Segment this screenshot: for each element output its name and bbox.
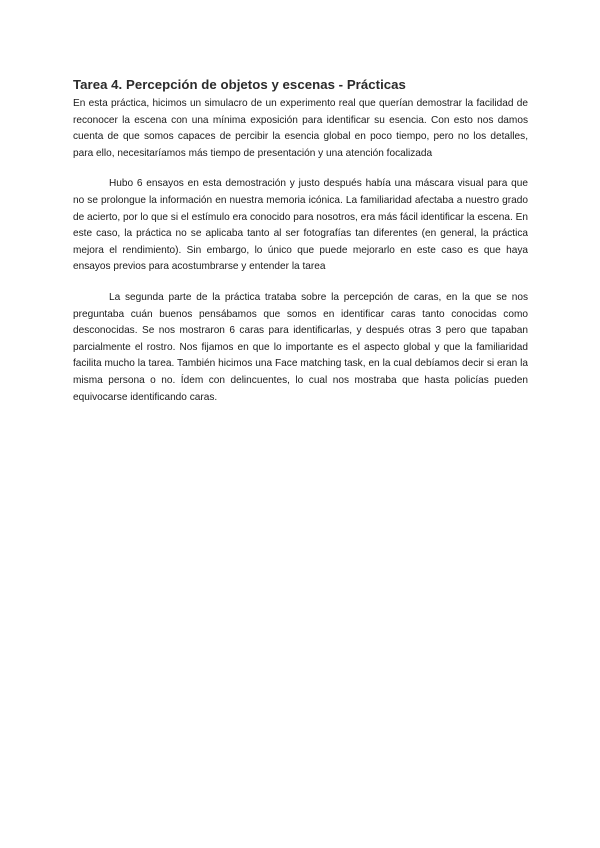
paragraph-faces: La segunda parte de la práctica trataba sobre la percepción de caras, en la que se nos preguntaba cuán buenos pensábamos que somos en identificar caras tanto conocidas como desconocidas. Se nos mostraron 6 caras para identificarlas, y después otras 3 pero que tapaban parcialmente el rostro. Nos fijamos en que lo importante es el aspecto global y que la familiaridad facilita mucho la tarea. También hicimos una Face matching task, en la cual debíamos decir si eran la misma persona o no. Ídem con delincuentes, lo cual nos mostraba que hasta policías pueden equivocarse identificando caras. <box>73 291 528 403</box>
document-page <box>73 77 528 406</box>
paragraph-intro: En esta práctica, hicimos un simulacro de un experimento real que querían demostrar la facilidad de reconocer la escena con una mínima exposición para identificar su esencia. Con esto nos damos cuenta de que somos capaces de percibir la esencia global en poco tiempo, pero no los detalles, para ello, necesitaríamos más tiempo de presentación y una atención focalizada <box>73 98 528 159</box>
paragraph-scenes: Hubo 6 ensayos en esta demostración y justo después había una máscara visual para que no se prolongue la información en nuestra memoria icónica. La familiaridad afectaba a nuestro grado de acierto, por lo que si el estímulo era conocido para nosotros, era más fácil identificar la escena. En este caso, la práctica no se aplicaba tanto al ser fotografías tan diferentes (en general, la práctica mejora el rendimiento). Sin embargo, lo único que puede mejorarlo en este caso es que haya ensayos previos para acostumbrarse y entender la tarea <box>73 178 528 273</box>
document-title: Tarea 4. Percepción de objetos y escenas - Prácticas <box>73 77 406 92</box>
